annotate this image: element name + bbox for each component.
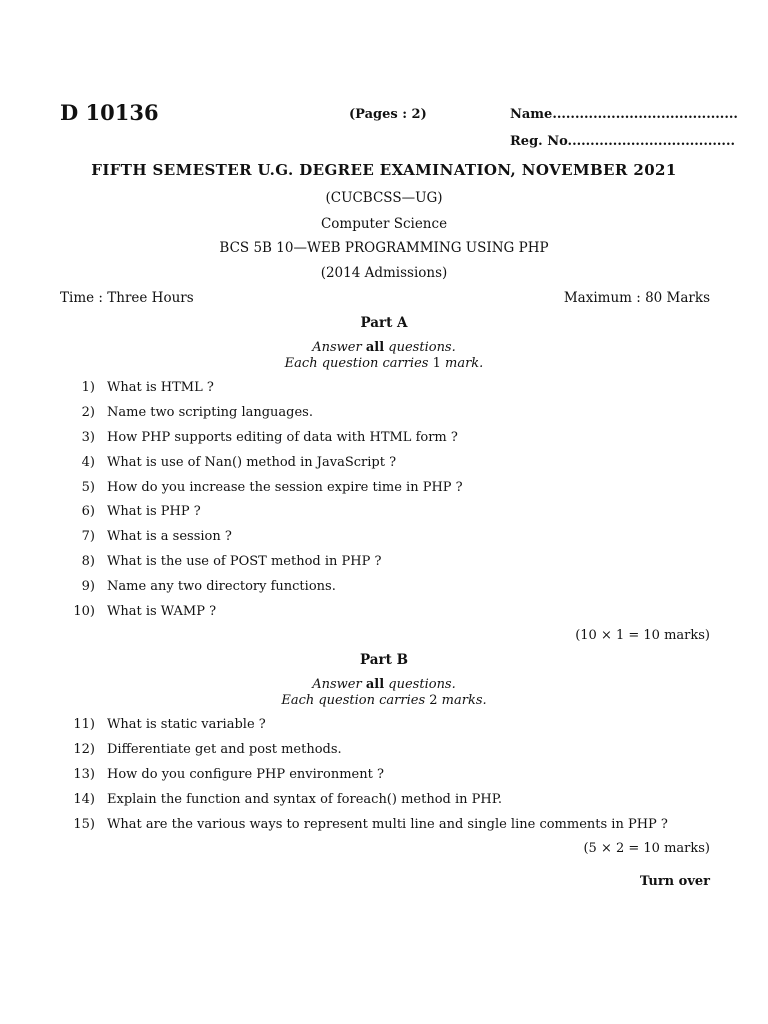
question-item	[60, 380, 720, 395]
question-item	[60, 717, 720, 732]
part-b-instr-1: Answer	[312, 677, 362, 692]
question-text: Name two scripting languages.	[107, 405, 313, 420]
question-number: 9)	[81, 579, 95, 594]
paper-code: D 10136	[60, 100, 159, 125]
part-b-marks-note	[0, 693, 768, 708]
name-field: Name.........................................	[510, 107, 738, 122]
question-item	[60, 480, 720, 495]
question-text: Explain the function and syntax of foreach() method in PHP.	[107, 792, 502, 807]
question-number: 13)	[73, 767, 95, 782]
part-b-instr-3: questions.	[388, 677, 456, 692]
question-number: 10)	[73, 604, 95, 619]
part-b-instr-6: marks.	[441, 693, 487, 708]
exam-subject: Computer Science	[320, 216, 448, 232]
part-a-marks-note	[0, 356, 768, 371]
question-text: What is use of Nan() method in JavaScript ?	[107, 455, 397, 470]
part-a-instr-5: 1	[432, 356, 441, 371]
part-a-instr-3: questions.	[388, 340, 456, 355]
turn-over: Turn over	[639, 874, 710, 889]
question-item	[60, 604, 720, 619]
part-a-marks: (10 × 1 = 10 marks)	[575, 628, 710, 643]
question-number: 2)	[81, 405, 95, 420]
part-b-title: Part B	[360, 652, 408, 668]
question-number: 6)	[81, 504, 95, 519]
question-text: What are the various ways to represent multi line and single line comments in PHP ?	[107, 817, 668, 832]
question-item	[60, 405, 720, 420]
part-a-instr-6: mark.	[445, 356, 484, 371]
question-number: 5)	[81, 480, 95, 495]
question-item	[60, 455, 720, 470]
question-text: Differentiate get and post methods.	[107, 742, 342, 757]
question-item	[60, 817, 720, 832]
exam-course: BCS 5B 10—WEB PROGRAMMING USING PHP	[219, 240, 549, 256]
question-item	[60, 767, 720, 782]
exam-max-marks: Maximum : 80 Marks	[563, 290, 710, 306]
question-text: How do you configure PHP environment ?	[107, 767, 384, 782]
question-number: 14)	[73, 792, 95, 807]
page-count: (Pages : 2)	[349, 107, 427, 122]
question-item	[60, 504, 720, 519]
part-b-instruction	[0, 677, 768, 692]
question-number: 7)	[81, 529, 95, 544]
part-b-marks: (5 × 2 = 10 marks)	[583, 841, 710, 856]
exam-title: FIFTH SEMESTER U.G. DEGREE EXAMINATION, NOVEMBER 2021	[91, 161, 677, 179]
question-text: How PHP supports editing of data with HTML form ?	[107, 430, 458, 445]
question-text: What is HTML ?	[107, 380, 214, 395]
question-text: What is WAMP ?	[107, 604, 217, 619]
part-b-instr-4: Each question carries	[281, 693, 426, 708]
question-number: 12)	[73, 742, 95, 757]
question-item	[60, 579, 720, 594]
question-item	[60, 430, 720, 445]
part-a-instr-2: all	[365, 340, 385, 355]
part-a-title: Part A	[360, 315, 408, 331]
question-text: What is static variable ?	[107, 717, 266, 732]
question-number: 15)	[73, 817, 95, 832]
question-number: 8)	[81, 554, 95, 569]
exam-admissions: (2014 Admissions)	[320, 265, 448, 281]
question-text: What is PHP ?	[107, 504, 201, 519]
question-number: 1)	[81, 380, 95, 395]
exam-time: Time : Three Hours	[60, 290, 194, 306]
reg-no-field: Reg. No.....................................	[510, 134, 735, 149]
question-number: 4)	[81, 455, 95, 470]
question-text: What is a session ?	[107, 529, 232, 544]
question-number: 3)	[81, 430, 95, 445]
question-number: 11)	[73, 717, 95, 732]
question-item	[60, 529, 720, 544]
part-a-instr-1: Answer	[312, 340, 362, 355]
exam-scheme: (CUCBCSS—UG)	[325, 190, 443, 206]
part-a-instruction	[0, 340, 768, 355]
question-text: How do you increase the session expire time in PHP ?	[107, 480, 463, 495]
part-b-instr-5: 2	[429, 693, 438, 708]
question-item	[60, 742, 720, 757]
question-text: What is the use of POST method in PHP ?	[107, 554, 382, 569]
part-a-instr-4: Each question carries	[284, 356, 429, 371]
part-b-instr-2: all	[365, 677, 385, 692]
question-text: Name any two directory functions.	[107, 579, 336, 594]
question-item	[60, 554, 720, 569]
question-item	[60, 792, 720, 807]
